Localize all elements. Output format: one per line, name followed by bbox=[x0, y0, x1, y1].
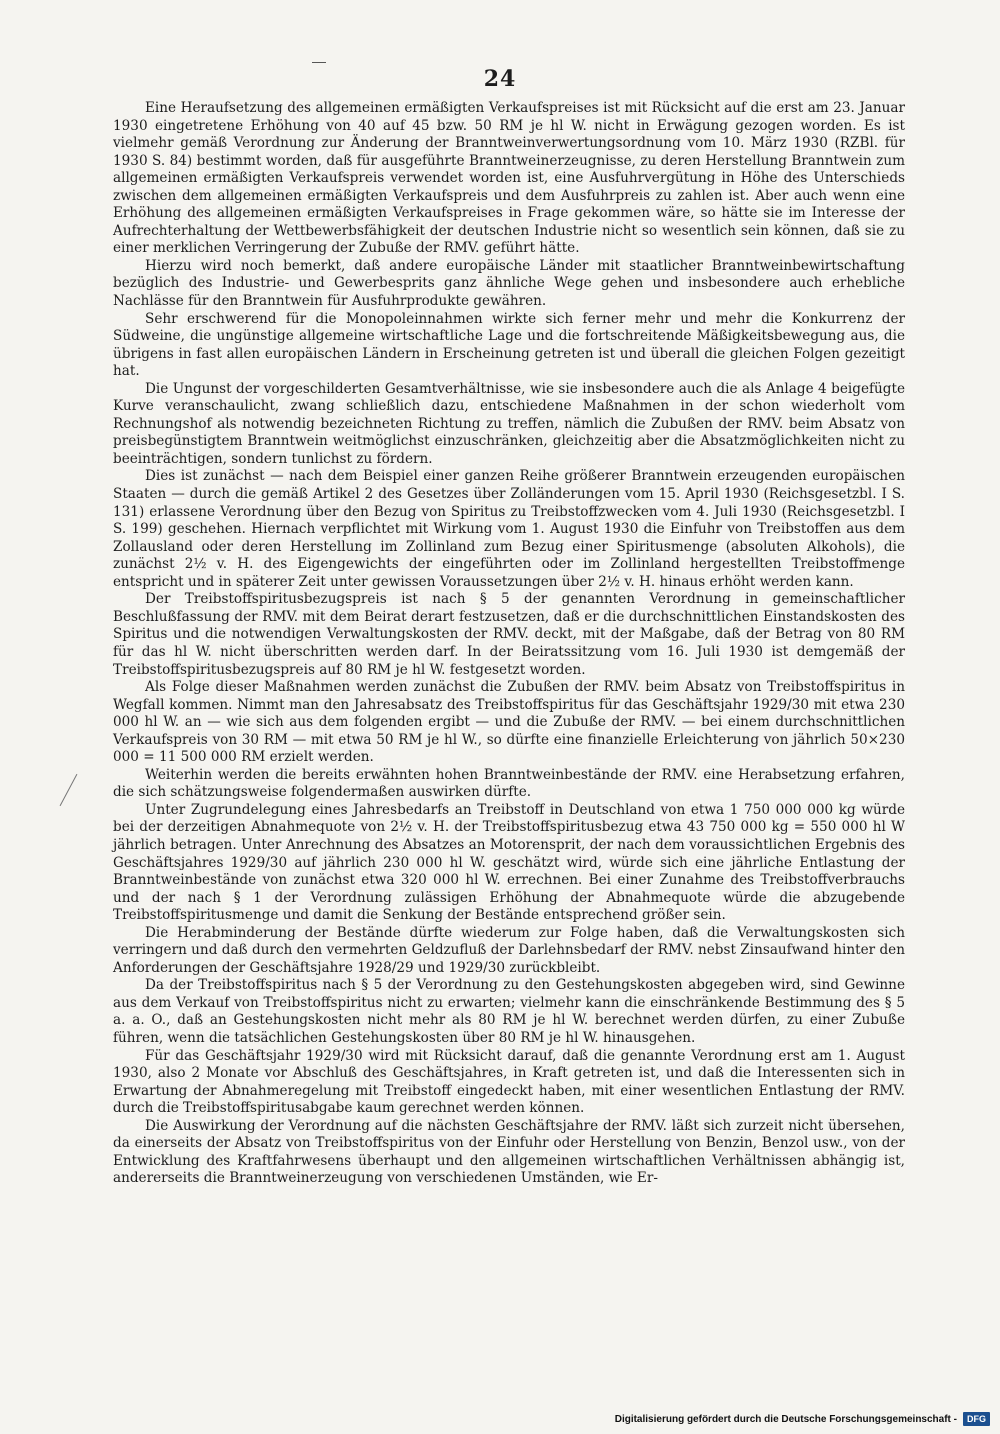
paragraph: Weiterhin werden die bereits erwähnten hohen Branntweinbestände der RMV. eine Herabsetzung erfahren, die sich schätzungsweise folgendermaßen auswirken dürfte. bbox=[113, 766, 905, 801]
paragraph: Der Treibstoffspiritusbezugspreis ist nach § 5 der genannten Verordnung in gemeinschaftlicher Beschlußfassung der RMV. mit dem Beirat derart festzusetzen, daß er die durchschnittlichen Einstandskosten des Spiritus und die notwendigen Verwaltungskosten der RMV. deckt, mit der Maßgabe, daß der Betrag von 80 RM für das hl W. nicht überschritten werden darf. In der Beiratssitzung vom 16. Juli 1930 ist demgemäß der Treibstoffspiritusbezugspreis auf 80 RM je hl W. festgesetzt worden. bbox=[113, 591, 905, 678]
paragraph: Dies ist zunächst — nach dem Beispiel einer ganzen Reihe größerer Branntwein erzeugenden europäischen Staaten — durch die gemäß Artikel 2 des Gesetzes über Zolländerungen vom 15. April 1930 (Reichsgesetzbl. I S. 131) erlassene Verordnung über den Bezug von Spiritus zu Treibstoffzwecken vom 4. Juli 1930 (Reichsgesetzbl. I S. 199) geschehen. Hiernach verpflichtet mit Wirkung vom 1. August 1930 die Einfuhr von Treibstoffen aus dem Zollausland oder deren Herstellung im Zollinland zum Bezug einer Spiritusmenge (absoluten Alkohols), die zunächst 2½ v. H. des Eigengewichts der eingeführten oder im Zollinland hergestellten Treibstoffmenge entspricht und in späterer Zeit unter gewissen Voraussetzungen über 2½ v. H. hinaus erhöht werden kann. bbox=[113, 468, 905, 590]
footer bbox=[565, 1410, 990, 1428]
paragraph: Die Herabminderung der Bestände dürfte wiederum zur Folge haben, daß die Verwaltungskosten sich verringern und daß durch den vermehrten Geldzufluß der Darlehnsbedarf der RMV. nebst Zinsaufwand hinter den Anforderungen der Geschäftsjahre 1928/29 und 1929/30 zurückbleibt. bbox=[113, 924, 905, 976]
paragraph: Die Auswirkung der Verordnung auf die nächsten Geschäftsjahre der RMV. läßt sich zurzeit nicht übersehen, da einerseits der Absatz von Treibstoffspiritus von der Einfuhr oder Herstellung von Benzin, Benzol usw., von der Entwicklung des Kraftfahrwesens überhaupt und den allgemeinen wirtschaftlichen Verhältnissen abhängig ist, andererseits die Branntweinerzeugung von verschiedenen Umständen, wie Er- bbox=[113, 1117, 905, 1187]
paragraph: Da der Treibstoffspiritus nach § 5 der Verordnung zu den Gestehungskosten abgegeben wird, sind Gewinne aus dem Verkauf von Treibstoffspiritus nicht zu erwarten; vielmehr kann die einschränkende Bestimmung des § 5 a. a. O., daß an Gestehungskosten nicht mehr als 80 RM je hl W. berechnet werden dürfen, zu einer Zubuße führen, wenn die tatsächlichen Gestehungskosten über 80 RM je hl W. hinausgehen. bbox=[113, 977, 905, 1046]
dfg-logo: DFG bbox=[963, 1412, 990, 1426]
paragraph: Sehr erschwerend für die Monopoleinnahmen wirkte sich ferner mehr und mehr die Konkurrenz der Südweine, die ungünstige allgemeine wirtschaftliche Lage und die fortschreitende Mäßigkeitsbewegung aus, die übrigens in fast allen europäischen Ländern in Erscheinung getreten ist und überall die gleichen Folgen gezeitigt hat. bbox=[113, 310, 905, 380]
paragraph: Unter Zugrundelegung eines Jahresbedarfs an Treibstoff in Deutschland von etwa 1 750 000 000 kg würde bei der derzeitigen Abnahmequote von 2½ v. H. der Treibstoffspiritusbezug etwa 43 750 000 kg = 550 000 hl W jährlich betragen. Unter Anrechnung des Absatzes an Motorensprit, der nach dem voraussichtlichen Ergebnis des Geschäftsjahres 1929/30 auf jährlich 230 000 hl W. geschätzt wird, würde sich eine jährliche Entlastung der Branntweinbestände von zunächst etwa 320 000 hl W. errechnen. Bei einer Zunahme des Treibstoffverbrauchs und der nach § 1 der Verordnung zulässigen Erhöhung der Abnahmequote würde die abzugebende Treibstoffspiritusmenge und damit die Senkung der Bestände entsprechend größer sein. bbox=[113, 801, 905, 924]
paragraph: Als Folge dieser Maßnahmen werden zunächst die Zubußen der RMV. beim Absatz von Treibstoffspiritus in Wegfall kommen. Nimmt man den Jahresabsatz des Treibstoffspiritus für das Geschäftsjahr 1929/30 mit etwa 230 000 hl W. an — wie sich aus dem folgenden ergibt — und die Zubuße der RMV. — bei einem durchschnittlichen Verkaufspreis von 30 RM — mit etwa 50 RM je hl W., so dürfte eine finanzielle Erleichterung von jährlich 50×230 000 = 11 500 000 RM erzielt werden. bbox=[113, 679, 905, 766]
paragraph: Hierzu wird noch bemerkt, daß andere europäische Länder mit staatlicher Branntweinbewirtschaftung bezüglich des Industrie- und Gewerbesprits ganz ähnliche Wege gehen und insbesondere auch erhebliche Nachlässe für den Branntwein für Ausfuhrprodukte gewähren. bbox=[113, 257, 905, 310]
body-text bbox=[113, 100, 905, 1188]
paragraph: Eine Heraufsetzung des allgemeinen ermäßigten Verkaufspreises ist mit Rücksicht auf die erst am 23. Januar 1930 eingetretene Erhöhung von 40 auf 45 bzw. 50 RM je hl W. nicht in Erwägung gezogen worden. Es ist vielmehr gemäß Verordnung zur Änderung der Branntweinverwertungsordnung vom 10. März 1930 (RZBl. für 1930 S. 84) bestimmt worden, daß für ausgeführte Branntweinerzeugnisse, zu deren Herstellung Branntwein zum allgemeinen ermäßigten Verkaufspreis verwendet worden ist, eine Ausfuhrvergütung in Höhe des Unterschieds zwischen dem allgemeinen ermäßigten Verkaufspreis und dem Ausfuhrpreis zu zahlen ist. Aber auch wenn eine Erhöhung des allgemeinen ermäßigten Verkaufspreises in Frage gekommen wäre, so hätte sie im Interesse der Aufrechterhaltung der Wettbewerbsfähigkeit der deutschen Industrie nicht so wesentlich sein können, daß sie zu einer merklichen Verringerung der Zubuße der RMV. geführt hätte. bbox=[113, 100, 905, 257]
scan-mark bbox=[312, 62, 326, 63]
page-number: 24 bbox=[483, 66, 517, 92]
footer-text: Digitalisierung gefördert durch die Deutsche Forschungsgemeinschaft - bbox=[614, 1413, 957, 1425]
paragraph: Die Ungunst der vorgeschilderten Gesamtverhältnisse, wie sie insbesondere auch die als Anlage 4 beigefügte Kurve veranschaulicht, zwang schließlich dazu, entschiedene Maßnahmen in der schon wiederholt vom Rechnungshof als notwendig bezeichneten Richtung zu treffen, nämlich die Zubußen der RMV. beim Absatz von preisbegünstigtem Branntwein weitmöglichst einzuschränken, gleichzeitig aber die Absatzmöglichkeiten nicht zu beeinträchtigen, sondern tunlichst zu fördern. bbox=[113, 380, 905, 467]
margin-mark bbox=[60, 774, 78, 806]
paragraph: Für das Geschäftsjahr 1929/30 wird mit Rücksicht darauf, daß die genannte Verordnung erst am 1. August 1930, also 2 Monate vor Abschluß des Geschäftsjahres, in Kraft getreten ist, und daß die Interessenten sich in Erwartung der Abnahmeregelung mit Treibstoff eingedeckt haben, mit einer wesentlichen Entlastung der RMV. durch die Treibstoffspiritusabgabe kaum gerechnet werden können. bbox=[113, 1047, 905, 1117]
